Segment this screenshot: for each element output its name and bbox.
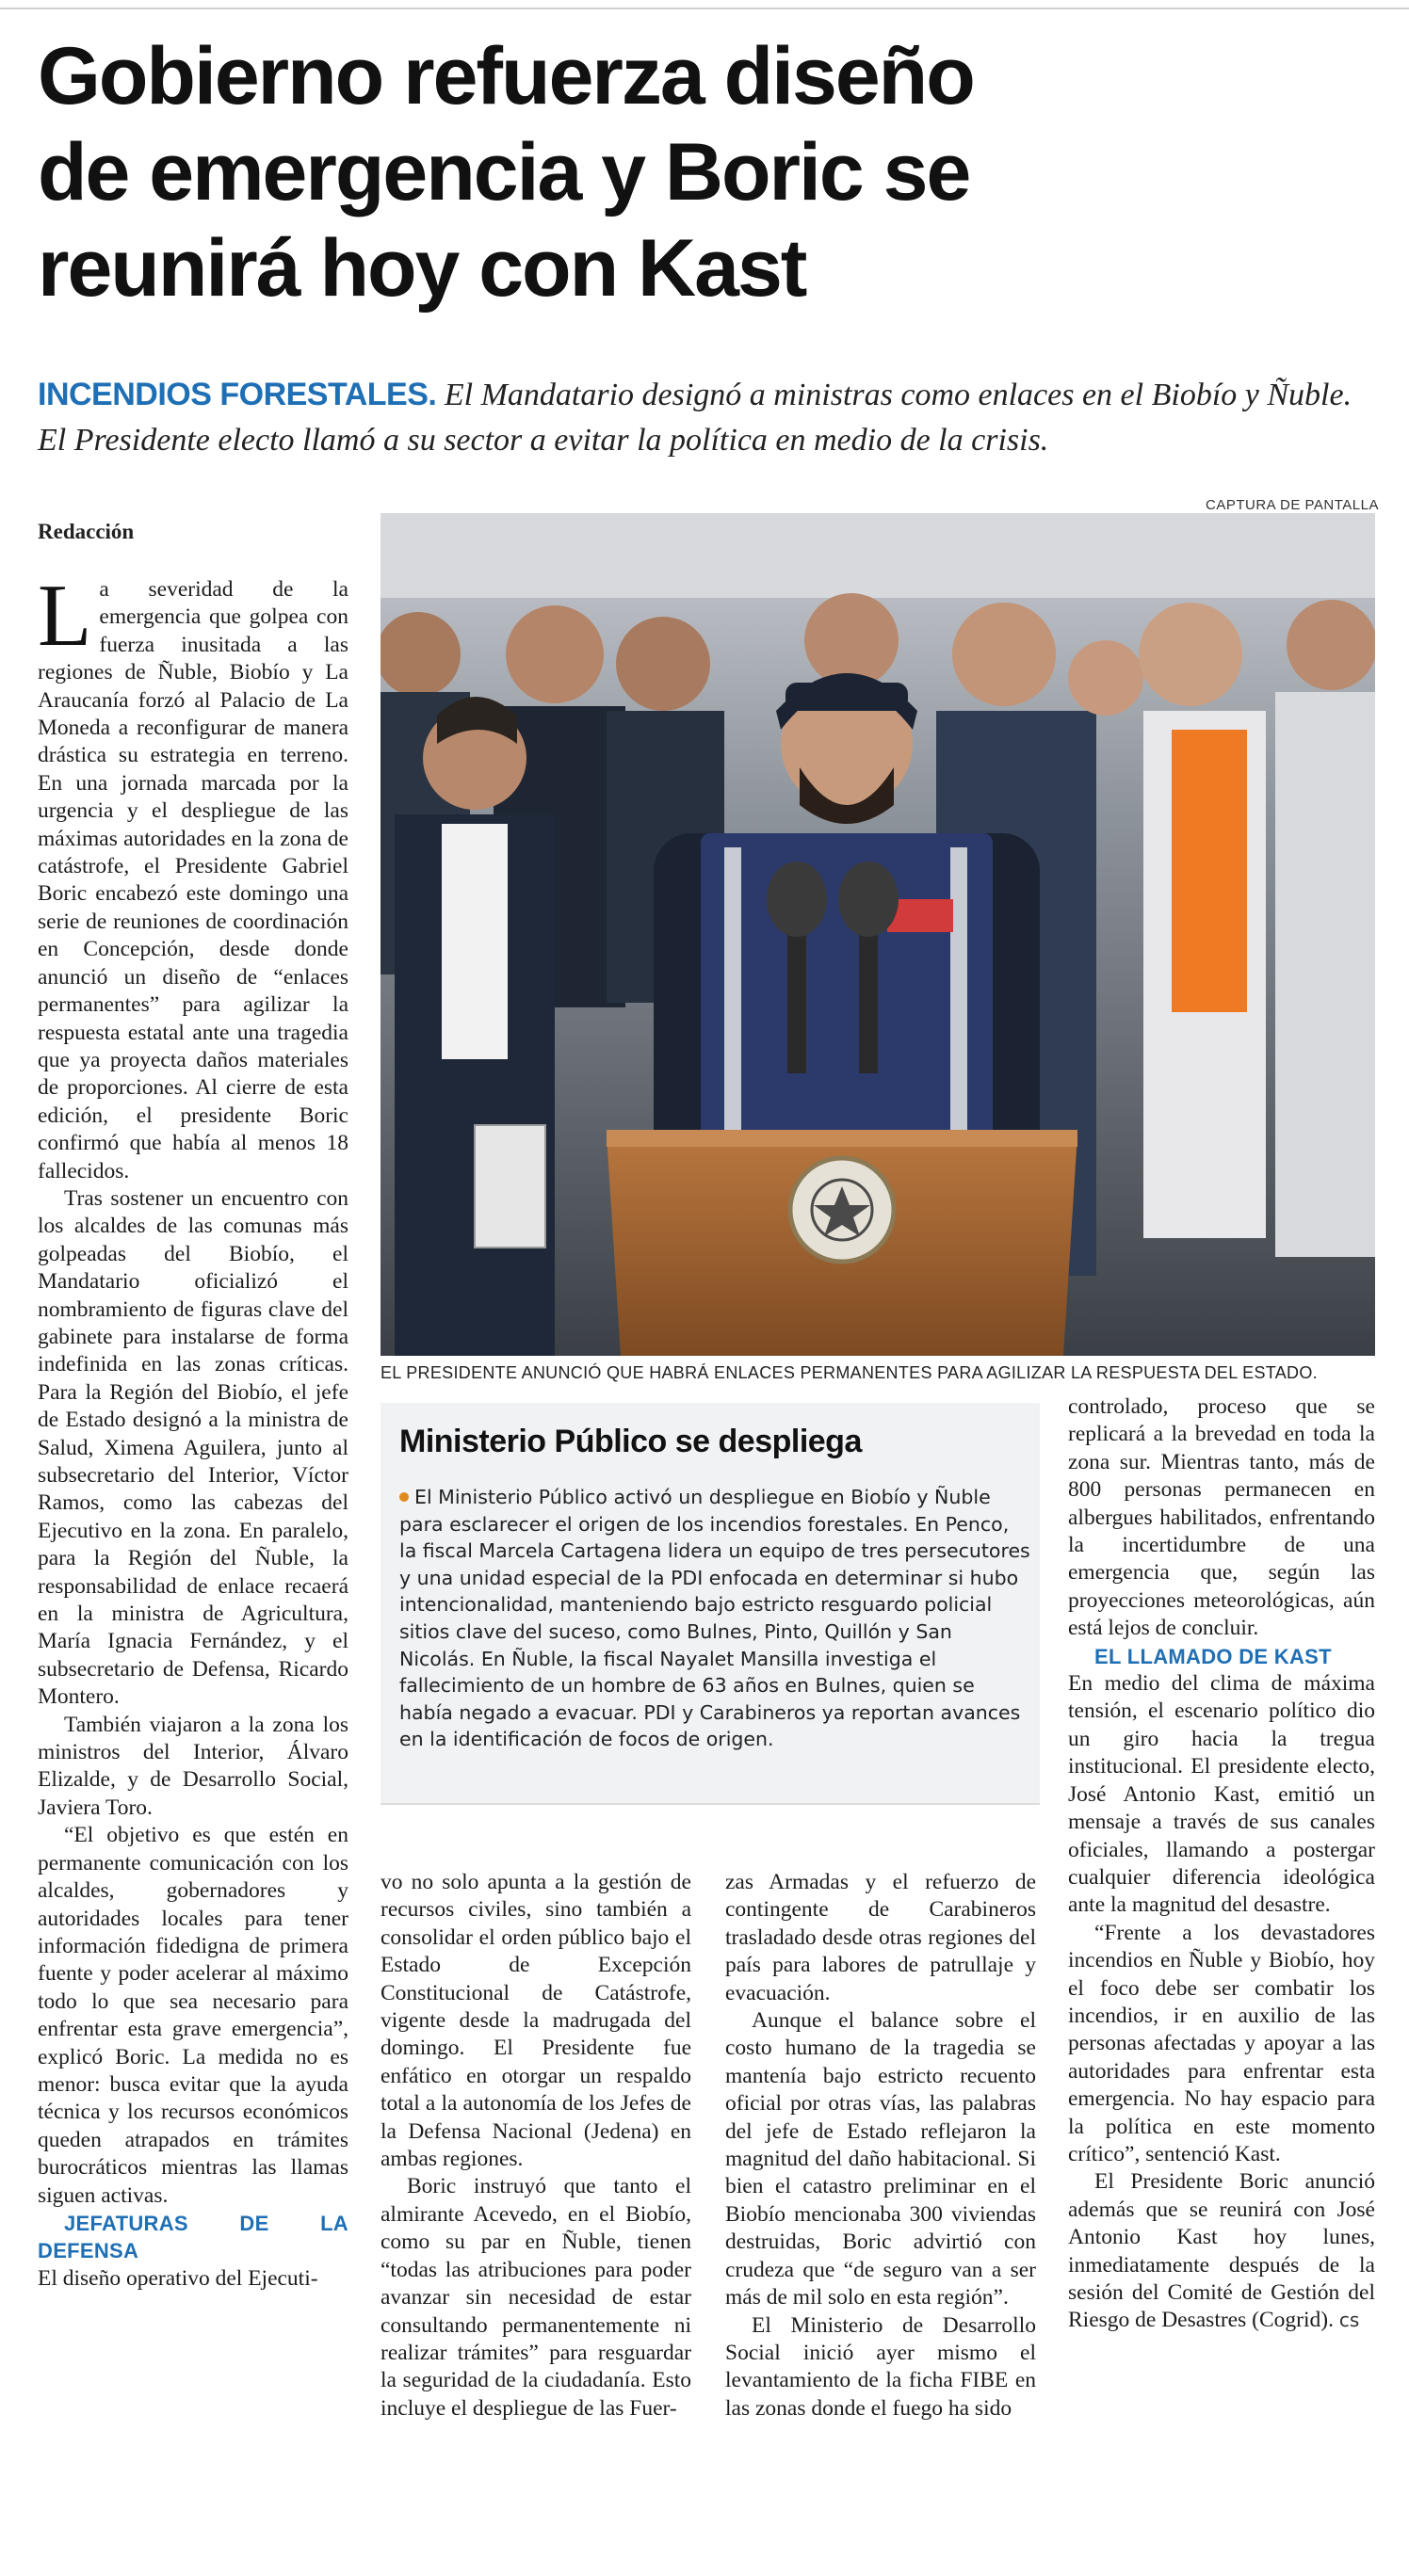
news-photo xyxy=(381,513,1375,1356)
paragraph: Aunque el balance sobre el costo humano de la tragedia se mantenía bajo estricto recuento oficial por otras vías, las palabras del jefe de Estado reflejaron la magnitud del daño habitacional. Si bien el catastro preliminar en el Biobío mencionaba 300 viviendas destruidas, Boric advirtió con crudeza que “de seguro van a ser más de mil solo en esta región”. xyxy=(725,2008,1036,2310)
paragraph: “El objetivo es que estén en permanente comunicación con los alcaldes, gobernadores y autoridades locales para tener información fidedigna de primera fuente y poder acelerar al máximo todo lo que sea necesario para enfrentar esta grave emergencia”, explicó Boric. La medida no es menor: busca evitar que la ayuda técnica y los recursos económicos queden atrapados en trámites burocráticos mientras las llamas siguen activas. xyxy=(38,1823,348,2208)
paragraph xyxy=(1068,2168,1375,2334)
headline-line-2: de emergencia y Boric se xyxy=(38,127,970,217)
headline-line-3: reunirá hoy con Kast xyxy=(38,223,806,314)
paragraph: El Ministerio de Desarrollo Social inició ayer mismo el levantamiento de la ficha FIBE en las zonas donde el fuego ha sido xyxy=(725,2312,1036,2421)
paragraph: El diseño operativo del Ejecuti- xyxy=(38,2265,318,2291)
paragraph: Tras sostener un encuentro con los alcaldes de las comunas más golpeadas del Biobío, el Mandatario oficializó el nombramiento de figuras clave del gabinete para instalarse de forma indefinida en las zonas críticas. Para la Región del Biobío, el jefe de Estado designó a la ministra de Salud, Ximena Aguilera, junto al subsecretario del Interior, Víctor Ramos, como las cabezas del Ejecutivo en la zona. En paralelo, para la Región del Ñuble, la responsabilidad de enlace recaerá en la ministra de Agricultura, María Ignacia Fernández, y el subsecretario de Defensa, Ricardo Montero. xyxy=(38,1185,348,1710)
bullet-icon xyxy=(399,1492,409,1502)
subhead-defensa: JEFATURAS DE LA DEFENSA xyxy=(38,2211,348,2263)
photo-caption: EL PRESIDENTE ANUNCIÓ QUE HABRÁ ENLACES PERMANENTES PARA AGILIZAR LA RESPUESTA DEL ESTADO. xyxy=(381,1363,1318,1382)
deck xyxy=(38,372,1375,463)
subhead-kast: EL LLAMADO DE KAST xyxy=(1094,1644,1332,1668)
press-conference-illustration xyxy=(381,513,1375,1356)
column-3 xyxy=(725,1869,1036,2423)
section-tag: INCENDIOS FORESTALES. xyxy=(38,377,437,412)
sidebar-box xyxy=(381,1403,1040,1805)
column-4 xyxy=(1068,1393,1375,2335)
end-mark: cs xyxy=(1338,2309,1360,2332)
paragraph: También viajaron a la zona los ministros del Interior, Álvaro Elizalde, y de Desarrollo Social, Javiera Toro. xyxy=(38,1712,348,1820)
paragraph-text: El Presidente Boric anunció además que se reunirá con José Antonio Kast hoy lunes, inmediatamente después de la sesión del Comité de Gestión del Riesgo de Desastres (Cogrid). xyxy=(1068,2169,1375,2333)
paragraph: En medio del clima de máxima tensión, el escenario político dio un giro hacia la tregua institucional. El presidente electo, José Antonio Kast, emitió un mensaje a través de sus canales oficiales, llamando a postergar cualquier diferencia ideológica ante la magnitud del desastre. xyxy=(1068,1671,1375,1918)
drop-cap: L xyxy=(38,567,92,665)
box-text xyxy=(399,1484,1030,1753)
top-rule xyxy=(0,8,1409,9)
column-2 xyxy=(381,1869,691,2423)
photo-credit: CAPTURA DE PANTALLA xyxy=(1206,497,1379,513)
paragraph-text: a severidad de la emergencia que golpea con fuerza inusitada a las regiones de Ñuble, Biobío y La Araucanía forzó al Palacio de La Moneda a reconfigurar de manera drástica su estrategia en terreno. En una jornada marcada por la urgencia y el despliegue de las máximas autoridades en la zona de catástrofe, el Presidente Gabriel Boric encabezó este domingo una serie de reuniones de coordinación en Concepción, desde donde anunció un diseño de “enlaces permanentes” para agilizar la respuesta estatal ante una tragedia que ya proyecta daños materiales de proporciones. Al cierre de esta edición, el presidente Boric confirmó que había al menos 18 fallecidos. xyxy=(38,577,348,1183)
paragraph xyxy=(38,567,348,1185)
box-title: Ministerio Público se despliega xyxy=(399,1424,862,1459)
headline xyxy=(38,28,1385,316)
column-1 xyxy=(38,567,348,2293)
paragraph: vo no solo apunta a la gestión de recursos civiles, sino también a consolidar el orden público bajo el Estado de Excepción Constitucional de Catástrofe, vigente desde la madrugada del domingo. El Presidente fue enfático en otorgar un respaldo total a la autonomía de los Jefes de la Defensa Nacional (Jedena) en ambas regiones. xyxy=(381,1870,691,2172)
box-paragraph: El Ministerio Público activó un despliegue en Biobío y Ñuble para esclarecer el origen de los incendios forestales. En Penco, la fiscal Marcela Cartagena lidera un equipo de tres persecutores y una unidad especial de la PDI enfocada en determinar si hubo intencionalidad, manteniendo bajo estricto resguardo policial sitios clave del suceso, como Bulnes, Pinto, Quillón y San Nicolás. En Ñuble, la fiscal Nayalet Mansilla investiga el fallecimiento de un hombre de 63 años en Bulnes, quien se había negado a evacuar. PDI y Carabineros ya reportan avances en la identificación de focos de origen. xyxy=(399,1486,1030,1751)
paragraph: zas Armadas y el refuerzo de contingente de Carabineros trasladado desde otras regiones del país para labores de patrullaje y evacuación. xyxy=(725,1870,1036,2005)
byline: Redacción xyxy=(38,520,135,543)
paragraph: “Frente a los devastadores incendios en Ñuble y Biobío, hoy el foco debe ser combatir los incendios, ir en auxilio de las personas afectadas y apoyar a las autoridades para enfrentar esta emergencia. No hay espacio para la política en este momento crítico”, sentenció Kast. xyxy=(1068,1920,1375,2166)
deck-text: El Mandatario designó a ministras como enlaces en el Biobío y Ñuble. El Presidente electo llamó a su sector a evitar la política en medio de la crisis. xyxy=(38,378,1352,458)
paragraph: Boric instruyó que tanto el almirante Acevedo, en el Biobío, como su par en Ñuble, tienen “todas las atribuciones para poder avanzar sin necesidad de estar consultando permanentemente ni realizar trámites” para resguardar la seguridad de la ciudadanía. Esto incluye el despliegue de las Fuer- xyxy=(381,2174,691,2421)
paragraph: controlado, proceso que se replicará a la brevedad en toda la zona sur. Mientras tanto, más de 800 personas permanecen en albergues habilitados, enfrentando la incertidumbre de una emergencia que, según las proyecciones meteorológicas, aún está lejos de concluir. xyxy=(1068,1394,1375,1641)
headline-line-1: Gobierno refuerza diseño xyxy=(38,31,974,121)
